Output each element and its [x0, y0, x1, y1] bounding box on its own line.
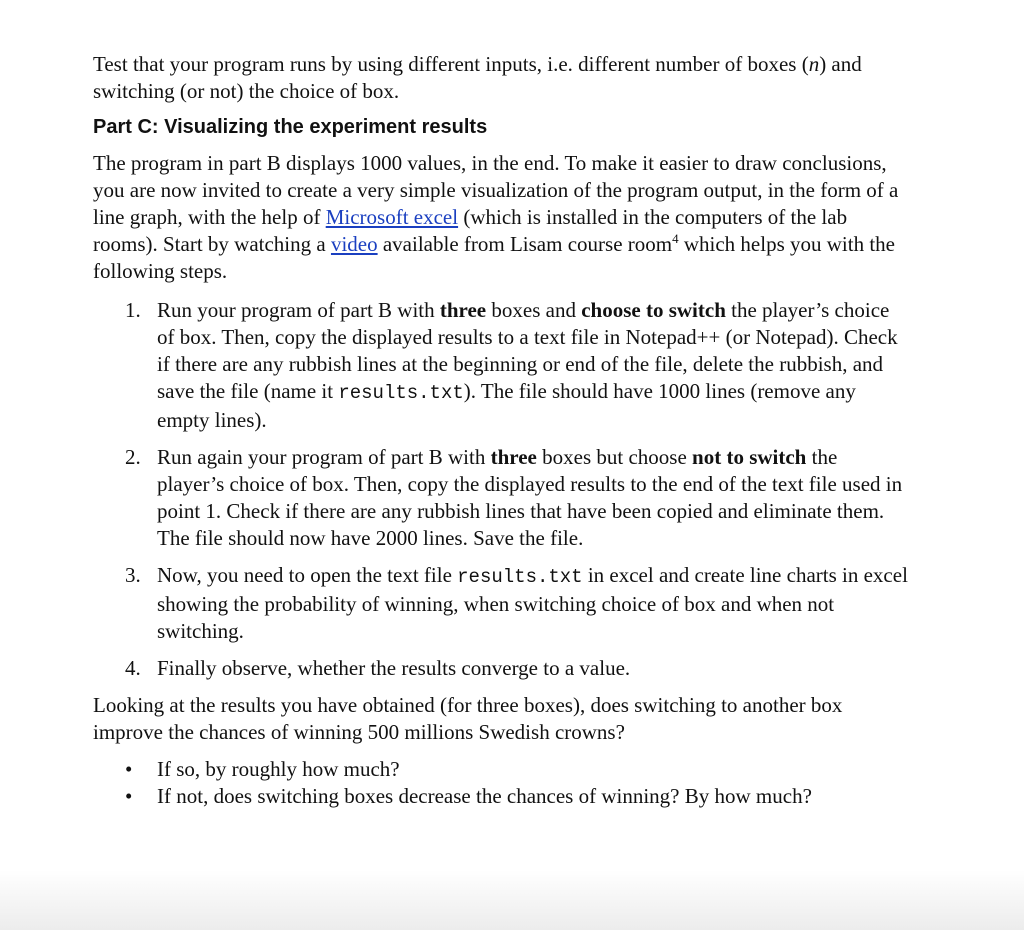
para1-text-4: which helps you with the following steps.: [93, 232, 895, 283]
step-item: [93, 297, 908, 434]
para1-text-1: The program in part B displays 1000 values, in the end. To make it easier to draw conclusions, you are now invited to create a very simple visualization of the program output, in the form of a line graph, with the help of: [93, 151, 899, 229]
bullet-glyph: •: [125, 757, 133, 781]
step-number: 1.: [125, 298, 141, 322]
footnote-ref: 4: [672, 231, 679, 246]
step-number: 4.: [125, 656, 141, 680]
section-heading: Part C: Visualizing the experiment results: [93, 116, 488, 138]
step3-code: results.txt: [457, 566, 583, 588]
step1-text-4: ). The file should have 1000 lines (remove any empty lines).: [157, 379, 856, 432]
bullet-text: If not, does switching boxes decrease the chances of winning? By how much?: [157, 784, 812, 808]
step-item: [93, 562, 908, 645]
step1-text-2: boxes and: [486, 298, 582, 322]
step1-bold-2: choose to switch: [581, 298, 726, 322]
step3-text-1: Now, you need to open the text file: [157, 563, 458, 587]
para1-text-2: (which is installed in the computers of the lab rooms). Start by watching a: [93, 205, 848, 256]
step4-text-1: Finally observe, whether the results converge to a value.: [157, 656, 631, 680]
step2-text-3: the player’s choice of box. Then, copy the displayed results to the end of the text file used in point 1. Check if there are any rubbish lines that have been copied and eliminate them. The file should now have 2000 lines. Save the file.: [157, 445, 903, 550]
step1-text-1: Run your program of part B with: [157, 298, 440, 322]
bullet-glyph: •: [125, 784, 133, 808]
steps-list: [93, 297, 908, 682]
intro-text-a: Test that your program runs by using different inputs, i.e. different number of boxes (: [93, 52, 809, 76]
step1-code: results.txt: [338, 382, 464, 404]
step1-bold-1: three: [439, 298, 487, 322]
intro-paragraph: [93, 51, 908, 105]
question-paragraph: Looking at the results you have obtained (for three boxes), does switching to another box improve the chances of winning 500 millions Swedish crowns?: [93, 693, 843, 744]
step2-bold-2: not to switch: [692, 445, 807, 469]
step3-text-2: in excel and create line charts in excel showing the probability of winning, when switching choice of box and when not switching.: [157, 563, 908, 643]
bullet-text: If so, by roughly how much?: [157, 757, 400, 781]
step2-text-2: boxes but choose: [536, 445, 693, 469]
step2-text-1: Run again your program of part B with: [157, 445, 491, 469]
step1-text-3: the player’s choice of box. Then, copy the displayed results to a text file in Notepad++ (or Notepad). Check if there are any rubbish lines at the beginning or end of the file, delete the rubbish, and save the file (name it: [157, 298, 898, 403]
variable-n: n: [808, 52, 820, 76]
part-c-paragraph: [93, 150, 908, 285]
step-number: 3.: [125, 563, 141, 587]
step-item: [93, 655, 908, 682]
video-link[interactable]: video: [330, 232, 378, 256]
bullet-item: [93, 783, 908, 810]
bullet-list: [93, 756, 908, 810]
para1-text-3: available from Lisam course room: [377, 232, 673, 256]
bottom-shadow: [0, 870, 1024, 930]
bullet-item: [93, 756, 908, 783]
microsoft-excel-link[interactable]: Microsoft excel: [325, 205, 459, 229]
step-number: 2.: [125, 445, 141, 469]
document-page: [93, 51, 908, 810]
step2-bold-1: three: [490, 445, 537, 469]
step-item: [93, 444, 908, 552]
intro-text-b: ) and switching (or not) the choice of box.: [93, 52, 862, 103]
